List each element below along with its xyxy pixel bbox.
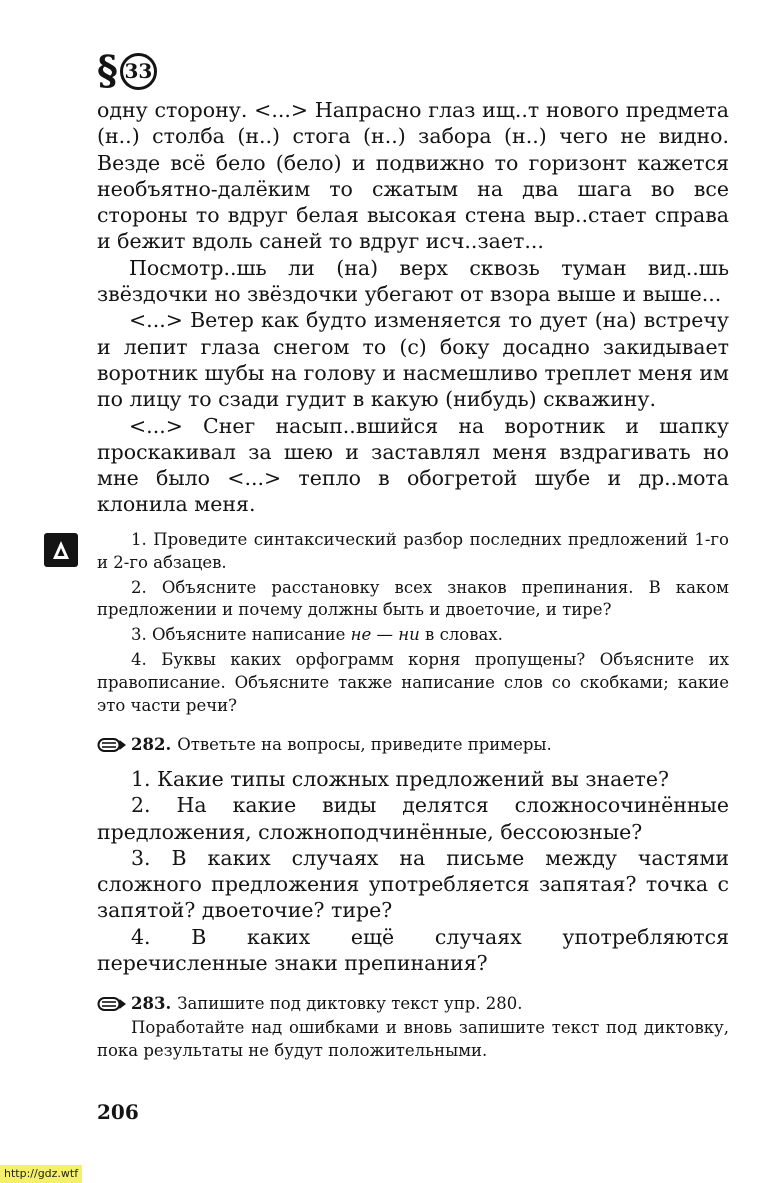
exercise-282-header — [97, 734, 729, 756]
section-number-badge: 33 — [120, 53, 157, 90]
watermark-link[interactable]: http://gdz.wtf — [0, 1165, 82, 1183]
section-header — [97, 48, 157, 94]
exercise-283-description: Поработайте над ошибками и вновь запишите текст под диктовку, пока результаты не будут положительными. — [97, 1018, 729, 1060]
paragraph-4: <...> Снег насып..вшийся на воротник и шапку проскакивал за шею и заставлял меня вздрагивать но мне было <...> тепло в обогретой шубе и др..мота клонила меня. — [97, 413, 729, 517]
questions-block — [97, 529, 729, 717]
section-sign: § — [97, 47, 118, 94]
list-item: 1. Какие типы сложных предложений вы знаете? — [131, 767, 669, 791]
list-item: 3. В каких случаях на письме между частями сложного предложения употребляется запятая? точка с запятой? двоеточие? тире? — [97, 845, 729, 923]
question-3-text: 3. Объясните написание — [131, 625, 346, 645]
question-1: 1. Проведите синтаксический разбор последних предложений 1-го и 2-го абзацев. — [97, 530, 729, 572]
paragraph-2: Посмотр..шь ли (на) верх сквозь туман вид..шь звёздочки но звёздочки убегают от взора выше и выше... — [97, 255, 729, 307]
list-item: 2. На какие виды делятся сложносочинённые предложения, сложноподчинённые, бессоюзные? — [97, 793, 729, 844]
exercise-282-questions — [97, 766, 729, 976]
exercise-282 — [97, 734, 729, 976]
exercise-282-instruction: Ответьте на вопросы, приведите примеры. — [177, 735, 552, 754]
question-3-dash: — — [376, 625, 394, 645]
question-3-tail: в словах. — [425, 625, 503, 645]
page-number: 206 — [97, 1100, 139, 1124]
question-3-ne: не — [350, 625, 372, 645]
dictation-text — [97, 97, 729, 518]
pencil-icon — [97, 996, 127, 1012]
pencil-icon — [97, 737, 127, 753]
exercise-283-header — [97, 993, 729, 1015]
exercise-282-number: 282. — [131, 735, 172, 754]
question-2: 2. Объясните расстановку всех знаков препинания. В каком предложении и почему должны быть и двоеточие, и тире? — [97, 577, 729, 620]
question-3 — [97, 624, 729, 647]
exercise-283 — [97, 993, 729, 1062]
list-item: 4. В каких ещё случаях употребляются перечисленные знаки препинания? — [97, 924, 729, 976]
delta-task-icon — [44, 533, 78, 567]
question-4: 4. Буквы каких орфограмм корня пропущены? Объясните их правописание. Объясните также написание слов со скобками; какие это части речи? — [97, 649, 729, 715]
delta-glyph-icon — [51, 539, 71, 561]
exercise-283-number: 283. — [131, 994, 172, 1013]
question-3-ni: ни — [398, 625, 420, 645]
paragraph-1: одну сторону. <...> Напрасно глаз ищ..т нового предмета (н..) столба (н..) стога (н..) забора (н..) чего не видно. Везде всё бело (бело) и подвижно то горизонт кажется необъятно-далёким то сжатым на два шага во все стороны то вдруг белая высокая стена выр..стает справа и бежит вдоль саней то вдруг исч..зает... — [97, 98, 729, 254]
exercise-283-instruction: Запишите под диктовку текст упр. 280. — [177, 994, 523, 1013]
paragraph-3: <...> Ветер как будто изменяется то дует (на) встречу и лепит глаза снегом то (с) боку досадно закидывает воротник шубы на голову и насмешливо треплет меня им по лицу то сзади гудит в какую (нибудь) скважину. — [97, 308, 729, 412]
